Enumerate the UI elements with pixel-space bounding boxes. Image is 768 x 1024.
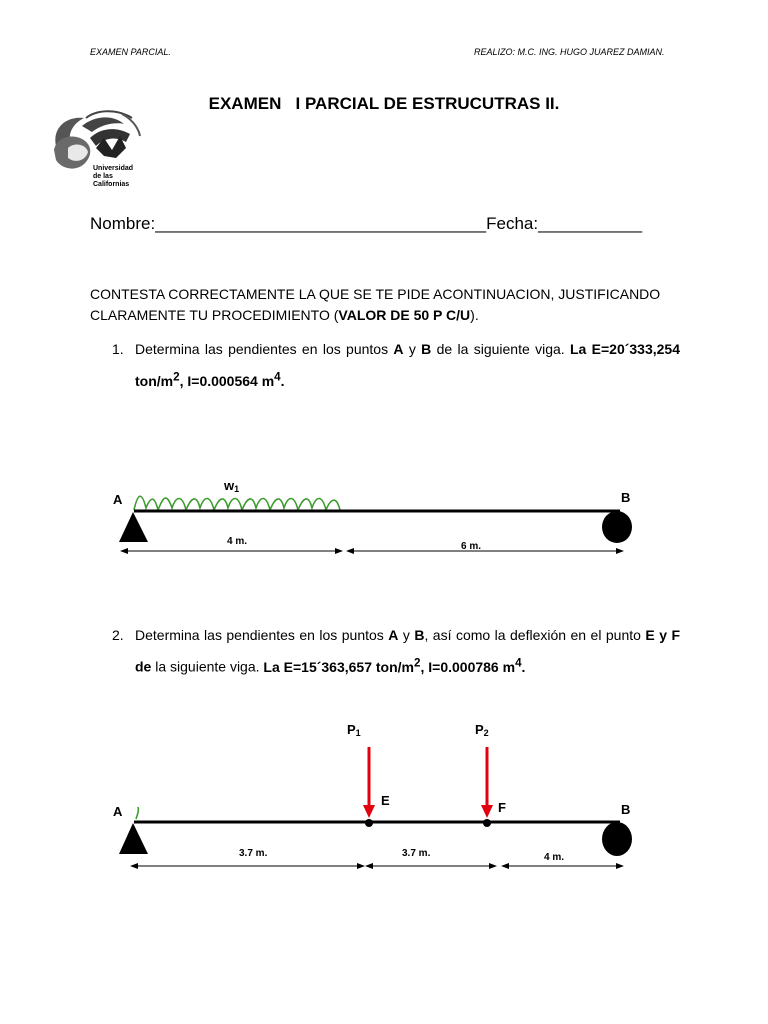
beam-diagram-1 [0, 470, 768, 580]
point-f-label: F [498, 800, 506, 815]
point-e-label: E [381, 793, 390, 808]
point-f-marker [483, 819, 491, 827]
exam-title: EXAMEN I PARCIAL DE ESTRUCUTRAS II. [208, 94, 560, 113]
roller-support-b [602, 511, 632, 543]
support-a-label: A [113, 804, 123, 819]
date-label: Fecha: [486, 214, 539, 233]
name-blank[interactable]: ___________________________________ [155, 214, 487, 233]
logo-text: Universidad de las Californias [93, 165, 134, 188]
question-number: 2. [112, 627, 124, 643]
support-b-label: B [621, 802, 631, 817]
header-left: EXAMEN PARCIAL. [90, 47, 171, 57]
support-a-label: A [113, 492, 123, 507]
pin-support-a [119, 512, 148, 542]
question-number: 1. [112, 341, 124, 357]
support-b-label: B [621, 490, 631, 505]
load-label: w1 [224, 478, 240, 494]
dimension-label-2: 3.7 m. [402, 848, 431, 859]
distributed-load-squiggle [134, 496, 340, 510]
dimension-label-1: 3.7 m. [239, 848, 268, 859]
point-e-marker [365, 819, 373, 827]
name-label: Nombre: [90, 214, 156, 233]
question-1 [114, 335, 680, 395]
question-2 [114, 621, 680, 681]
load-p1-label: P1 [347, 722, 361, 738]
header-right: REALIZO: M.C. ING. HUGO JUAREZ DAMIAN. [474, 47, 665, 57]
name-date-line [90, 214, 642, 234]
dimension-label-2: 6 m. [461, 541, 482, 552]
dimension-label-1: 4 m. [227, 536, 248, 547]
dimension-label-3: 4 m. [544, 852, 565, 863]
load-p2-label: P2 [475, 722, 489, 738]
beam-diagram-2 [0, 715, 768, 890]
pin-support-a [119, 823, 148, 854]
date-blank[interactable]: ___________ [538, 214, 643, 233]
points-value: VALOR DE 50 P C/U [338, 307, 471, 323]
question-text: Determina las pendientes en los puntos A y B, así como la deflexión en el punto E y F de la siguiente viga. La E=15´363,657 ton/$m^2$, I=0.000786 $m^4$. [135, 627, 681, 675]
roller-support-b [602, 822, 632, 856]
question-text: Determina las pendientes en los puntos A y B de la siguiente viga. La E=20´333,254 ton/$m^2$, I=0.000564 $m^4$. [135, 341, 680, 389]
instructions: CONTESTA CORRECTAMENTE LA QUE SE TE PIDE ACONTINUACION, JUSTIFICANDO CLARAMENTE TU PROCEDIMIENTO (VALOR DE 50 P C/U). [90, 286, 661, 323]
